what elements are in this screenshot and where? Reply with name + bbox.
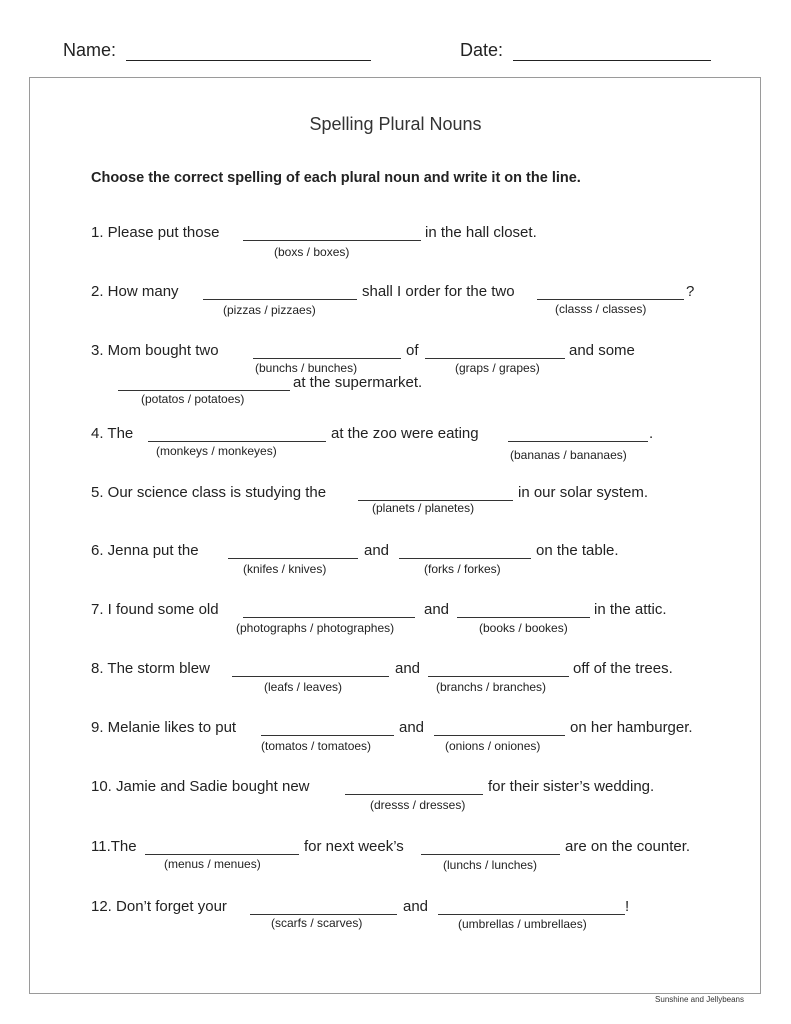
question-1-text: 1. Please put those bbox=[91, 224, 220, 241]
answer-blank[interactable] bbox=[537, 299, 684, 300]
word-choice-hint: (pizzas / pizzaes) bbox=[223, 303, 316, 317]
date-label: Date: bbox=[460, 40, 504, 60]
answer-blank[interactable] bbox=[457, 617, 590, 618]
question-7-text: in the attic. bbox=[594, 601, 667, 618]
answer-blank[interactable] bbox=[421, 854, 560, 855]
question-2-text: shall I order for the two bbox=[362, 283, 515, 300]
answer-blank[interactable] bbox=[434, 735, 565, 736]
word-choice-hint: (tomatos / tomatoes) bbox=[261, 739, 372, 753]
question-7-text: and bbox=[424, 601, 450, 618]
answer-blank[interactable] bbox=[428, 676, 569, 677]
word-choice-hint: (books / bookes) bbox=[479, 621, 568, 635]
word-choice-hint: (bananas / bananaes) bbox=[510, 448, 627, 462]
question-6-text: 6. Jenna put the bbox=[91, 542, 199, 559]
question-10-text: for their sister’s wedding. bbox=[488, 778, 655, 795]
answer-blank[interactable] bbox=[243, 240, 421, 241]
question-12-text: 12. Don’t forget your bbox=[91, 898, 227, 915]
answer-blank[interactable] bbox=[232, 676, 389, 677]
question-6-text: and bbox=[364, 542, 390, 559]
question-9-text: 9. Melanie likes to put bbox=[91, 719, 237, 736]
word-choice-hint: (classs / classes) bbox=[555, 302, 647, 316]
answer-blank[interactable] bbox=[118, 390, 290, 391]
question-2-text: 2. How many bbox=[91, 283, 179, 300]
question-4-text: 4. The bbox=[91, 425, 134, 442]
question-3-text: 3. Mom bought two bbox=[91, 342, 219, 359]
answer-blank[interactable] bbox=[243, 617, 415, 618]
question-4-text: . bbox=[649, 425, 654, 442]
question-3-text: and some bbox=[569, 342, 635, 359]
word-choice-hint: (branchs / branches) bbox=[436, 680, 547, 694]
word-choice-hint: (monkeys / monkeyes) bbox=[156, 444, 277, 458]
word-choice-hint: (forks / forkes) bbox=[424, 562, 501, 576]
answer-blank[interactable] bbox=[438, 914, 625, 915]
question-3-text: of bbox=[406, 342, 419, 359]
answer-blank[interactable] bbox=[261, 735, 394, 736]
answer-blank[interactable] bbox=[345, 794, 483, 795]
answer-blank[interactable] bbox=[508, 441, 648, 442]
answer-blank[interactable] bbox=[148, 441, 326, 442]
question-1-text: in the hall closet. bbox=[425, 224, 537, 241]
question-8-text: and bbox=[395, 660, 421, 677]
answer-blank[interactable] bbox=[399, 558, 531, 559]
word-choice-hint: (dresss / dresses) bbox=[370, 798, 466, 812]
question-8-text: off of the trees. bbox=[573, 660, 673, 677]
word-choice-hint: (photographs / photographes) bbox=[236, 621, 395, 635]
question-11-text: are on the counter. bbox=[565, 838, 691, 855]
word-choice-hint: (planets / planetes) bbox=[372, 501, 475, 515]
date-line[interactable] bbox=[513, 40, 711, 61]
answer-blank[interactable] bbox=[203, 299, 357, 300]
answer-blank[interactable] bbox=[145, 854, 299, 855]
question-11-text: for next week’s bbox=[304, 838, 404, 855]
question-12-text: ! bbox=[625, 898, 630, 915]
question-11-text: 11.The bbox=[91, 838, 137, 855]
question-6-text: on the table. bbox=[536, 542, 619, 559]
question-2-text: ? bbox=[686, 283, 695, 300]
word-choice-hint: (potatos / potatoes) bbox=[141, 392, 245, 406]
question-3-text: at the supermarket. bbox=[293, 374, 423, 391]
word-choice-hint: (menus / menues) bbox=[164, 857, 261, 871]
word-choice-hint: (scarfs / scarves) bbox=[271, 916, 363, 930]
instructions: Choose the correct spelling of each plural noun and write it on the line. bbox=[91, 170, 581, 186]
answer-blank[interactable] bbox=[228, 558, 358, 559]
name-label: Name: bbox=[63, 40, 117, 60]
answer-blank[interactable] bbox=[250, 914, 397, 915]
date-field[interactable] bbox=[460, 40, 711, 61]
word-choice-hint: (onions / oniones) bbox=[445, 739, 541, 753]
question-4-text: at the zoo were eating bbox=[331, 425, 479, 442]
word-choice-hint: (bunchs / bunches) bbox=[255, 361, 358, 375]
question-9-text: and bbox=[399, 719, 425, 736]
question-12-text: and bbox=[403, 898, 429, 915]
question-9-text: on her hamburger. bbox=[570, 719, 693, 736]
word-choice-hint: (lunchs / lunches) bbox=[443, 858, 538, 872]
worksheet-border bbox=[29, 77, 761, 994]
question-7-text: 7. I found some old bbox=[91, 601, 219, 618]
question-10-text: 10. Jamie and Sadie bought new bbox=[91, 778, 310, 795]
word-choice-hint: (graps / grapes) bbox=[455, 361, 540, 375]
question-5-text: in our solar system. bbox=[518, 484, 649, 501]
word-choice-hint: (leafs / leaves) bbox=[264, 680, 343, 694]
worksheet-title: Spelling Plural Nouns bbox=[309, 114, 482, 134]
question-5-text: 5. Our science class is studying the bbox=[91, 484, 327, 501]
answer-blank[interactable] bbox=[425, 358, 565, 359]
name-field[interactable] bbox=[63, 40, 371, 61]
question-8-text: 8. The storm blew bbox=[91, 660, 210, 677]
answer-blank[interactable] bbox=[253, 358, 401, 359]
word-choice-hint: (knifes / knives) bbox=[243, 562, 327, 576]
name-line[interactable] bbox=[126, 40, 371, 61]
word-choice-hint: (umbrellas / umbrellaes) bbox=[458, 917, 587, 931]
word-choice-hint: (boxs / boxes) bbox=[274, 245, 350, 259]
footer-credit: Sunshine and Jellybeans bbox=[655, 995, 744, 1004]
